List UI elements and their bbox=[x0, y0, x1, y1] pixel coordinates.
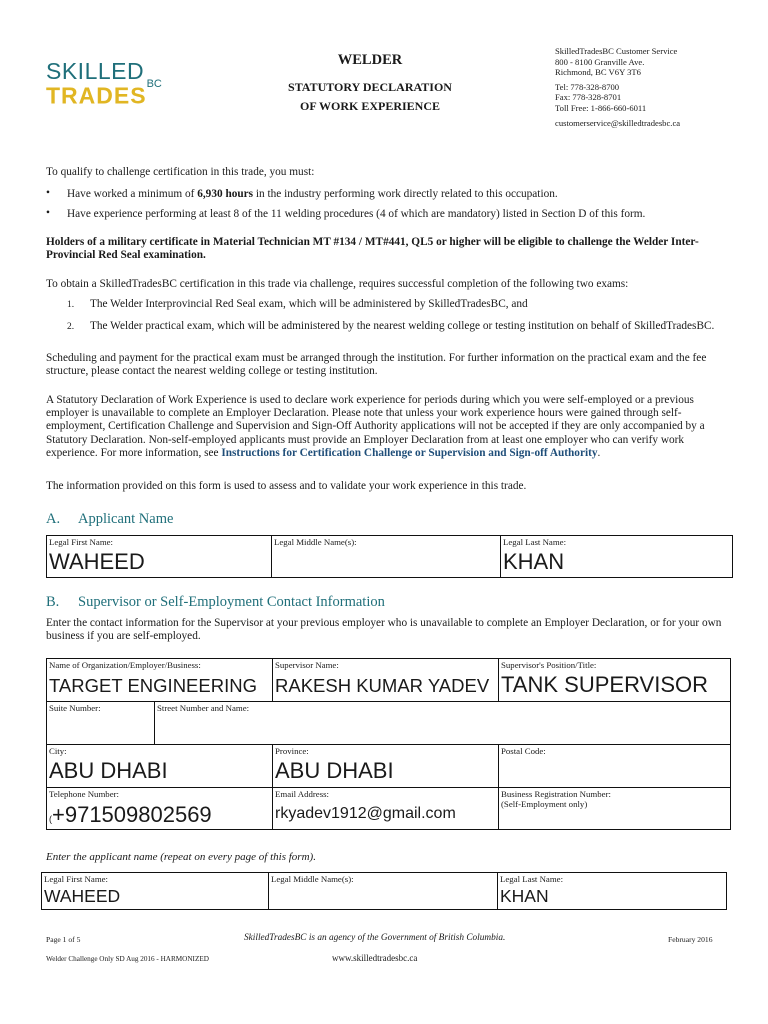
last-name-value[interactable]: KHAN bbox=[503, 549, 565, 574]
scheduling-text: Scheduling and payment for the practical exam must be arranged through the institution. For further information on the practical exam and the fee structure, please contact the nearest welding college or testing institution. bbox=[46, 352, 707, 378]
exam-1: The Welder Interprovincial Red Seal exam, which will be administered by SkilledTradesBC, and bbox=[90, 298, 528, 310]
contact-name: SkilledTradesBC Customer Service bbox=[555, 46, 678, 56]
section-a-letter: A. bbox=[46, 511, 61, 527]
business-registration-field[interactable] bbox=[499, 788, 730, 829]
military-note: Holders of a military certificate in Material Technician MT #134 / MT#441, QL5 or higher will be eligible to challenge the Welder Inter-Provincial Red Seal examination. bbox=[46, 236, 699, 262]
supervisor-position-field[interactable] bbox=[499, 659, 730, 702]
repeat-middle-name-label: Legal Middle Name(s): bbox=[271, 874, 354, 884]
telephone-label: Telephone Number: bbox=[49, 789, 119, 799]
street-field[interactable] bbox=[155, 702, 730, 745]
repeat-first-name-value[interactable]: WAHEED bbox=[44, 886, 121, 906]
bullet-1-pre: Have worked a minimum of bbox=[67, 188, 198, 200]
postal-code-label: Postal Code: bbox=[501, 746, 546, 756]
supervisor-name-value[interactable]: RAKESH KUMAR YADEV bbox=[275, 675, 490, 696]
street-label: Street Number and Name: bbox=[157, 703, 250, 713]
first-name-field[interactable] bbox=[47, 536, 272, 577]
declaration-end: . bbox=[597, 446, 601, 459]
exam-1-number: 1. bbox=[67, 300, 75, 310]
repeat-last-name-value[interactable]: KHAN bbox=[500, 886, 549, 906]
organization-field[interactable] bbox=[47, 659, 273, 702]
supervisor-position-label: Supervisor's Position/Title: bbox=[501, 660, 597, 670]
city-value[interactable]: ABU DHABI bbox=[49, 758, 168, 783]
email-value[interactable]: rkyadev1912@gmail.com bbox=[275, 805, 456, 822]
supervisor-name-label: Supervisor Name: bbox=[275, 660, 339, 670]
form-subtitle-1: STATUTORY DECLARATION bbox=[288, 80, 452, 94]
telephone-number: +971509802569 bbox=[52, 802, 212, 827]
province-label: Province: bbox=[275, 746, 309, 756]
exam-2: The Welder practical exam, which will be administered by the nearest welding college or testing institution on behalf of SkilledTradesBC. bbox=[90, 320, 715, 332]
section-b-letter: B. bbox=[46, 594, 60, 610]
section-a-heading bbox=[46, 511, 173, 528]
contact-block bbox=[555, 46, 680, 128]
repeat-middle-name-field[interactable] bbox=[269, 873, 498, 909]
business-registration-title: Business Registration Number: bbox=[501, 789, 611, 799]
agency-statement: SkilledTradesBC is an agency of the Government of British Columbia. bbox=[244, 933, 506, 943]
bullet-2: Have experience performing at least 8 of the 11 welding procedures (4 of which are mandatory) listed in Section D of this form. bbox=[67, 208, 646, 220]
logo-skilled: SKILLED bbox=[46, 58, 145, 84]
email-field[interactable] bbox=[273, 788, 499, 829]
info-text: The information provided on this form is used to assess and to validate your work experience in this trade. bbox=[46, 480, 527, 492]
form-id: Welder Challenge Only SD Aug 2016 - HARMONIZED bbox=[46, 955, 209, 963]
page-number: Page 1 of 5 bbox=[46, 935, 81, 944]
last-name-field[interactable] bbox=[501, 536, 732, 577]
bullet-1-hours: 6,930 hours bbox=[197, 188, 254, 200]
bullet-1 bbox=[67, 188, 722, 201]
section-b-heading bbox=[46, 594, 385, 611]
contact-fax: Fax: 778-328-8701 bbox=[555, 92, 622, 103]
logo-bc-suffix: BC bbox=[146, 78, 162, 90]
contact-toll-free: Toll Free: 1-866-660-6011 bbox=[555, 102, 647, 113]
telephone-value[interactable] bbox=[49, 802, 212, 828]
telephone-prefix: ( bbox=[49, 814, 52, 824]
supervisor-contact-table bbox=[46, 658, 731, 830]
supervisor-name-field[interactable] bbox=[273, 659, 499, 702]
declaration-body: A Statutory Declaration of Work Experience is used to declare work experience for periods during which you were self-employed or a previous employer is unavailable to complete an Employer Declaration. Please note that unless your work experience hours were gained through self-employment, Certification Challenge and Supervision and Sign-Off Authority applications will not be accepted if they are only accompanied by a Statutory Declaration. Non-self-employed applicants must provide an Employer Declaration from at least one employer who can verify work experience. For more information, see bbox=[46, 394, 705, 459]
qualify-text: To qualify to challenge certification in this trade, you must: bbox=[46, 166, 315, 178]
form-title: WELDER bbox=[337, 52, 403, 68]
city-field[interactable] bbox=[47, 745, 273, 788]
organization-value[interactable]: TARGET ENGINEERING bbox=[49, 675, 257, 696]
repeat-first-name-label: Legal First Name: bbox=[44, 874, 109, 884]
repeat-first-name-field[interactable] bbox=[42, 873, 269, 909]
section-a-title: Applicant Name bbox=[78, 511, 174, 527]
exam-2-number: 2. bbox=[67, 322, 75, 332]
organization-label: Name of Organization/Employer/Business: bbox=[49, 660, 201, 670]
section-b-title: Supervisor or Self-Employment Contact Information bbox=[78, 594, 385, 610]
repeat-name-table bbox=[41, 872, 727, 910]
city-label: City: bbox=[49, 746, 67, 756]
bullet-marker-1: • bbox=[46, 187, 50, 199]
repeat-instruction: Enter the applicant name (repeat on every page of this form). bbox=[46, 851, 316, 863]
contact-email[interactable]: customerservice@skilledtradesbc.ca bbox=[555, 117, 681, 128]
repeat-last-name-field[interactable] bbox=[498, 873, 726, 909]
contact-tel: Tel: 778-328-8700 bbox=[555, 81, 620, 92]
declaration-text bbox=[46, 394, 722, 460]
bullet-marker-2: • bbox=[46, 207, 50, 219]
province-value[interactable]: ABU DHABI bbox=[275, 758, 394, 783]
repeat-last-name-label: Legal Last Name: bbox=[500, 874, 564, 884]
applicant-name-table bbox=[46, 535, 733, 578]
postal-code-field[interactable] bbox=[499, 745, 730, 788]
instructions-link[interactable]: Instructions for Certification Challenge or Supervision and Sign-off Authority bbox=[221, 446, 598, 459]
form-subtitle-2: OF WORK EXPERIENCE bbox=[299, 99, 440, 113]
telephone-field[interactable] bbox=[47, 788, 273, 829]
business-registration-label bbox=[501, 789, 611, 809]
bullet-1-post: in the industry performing work directly related to this occupation. bbox=[253, 188, 558, 200]
email-label: Email Address: bbox=[275, 789, 329, 799]
suite-number-label: Suite Number: bbox=[49, 703, 101, 713]
first-name-label: Legal First Name: bbox=[49, 537, 114, 547]
suite-number-field[interactable] bbox=[47, 702, 155, 745]
middle-name-label: Legal Middle Name(s): bbox=[274, 537, 357, 547]
website-link[interactable]: www.skilledtradesbc.ca bbox=[332, 953, 418, 963]
province-field[interactable] bbox=[273, 745, 499, 788]
obtain-text: To obtain a SkilledTradesBC certification in this trade via challenge, requires successful completion of the following two exams: bbox=[46, 278, 629, 290]
business-registration-note: (Self-Employment only) bbox=[501, 799, 588, 809]
logo-trades-text: TRADES bbox=[46, 82, 147, 109]
last-name-label: Legal Last Name: bbox=[503, 537, 567, 547]
logo-trades bbox=[46, 78, 162, 109]
middle-name-field[interactable] bbox=[272, 536, 501, 577]
contact-address-1: 800 - 8100 Granville Ave. bbox=[555, 56, 645, 67]
contact-address-2: Richmond, BC V6Y 3T6 bbox=[555, 67, 641, 78]
form-date: February 2016 bbox=[668, 935, 713, 944]
section-b-intro: Enter the contact information for the Supervisor at your previous employer who is unavailable to complete an Employer Declaration, or for your own business if you are self-employed. bbox=[46, 617, 722, 643]
first-name-value[interactable]: WAHEED bbox=[49, 549, 145, 574]
supervisor-position-value[interactable]: TANK SUPERVISOR bbox=[501, 672, 709, 697]
